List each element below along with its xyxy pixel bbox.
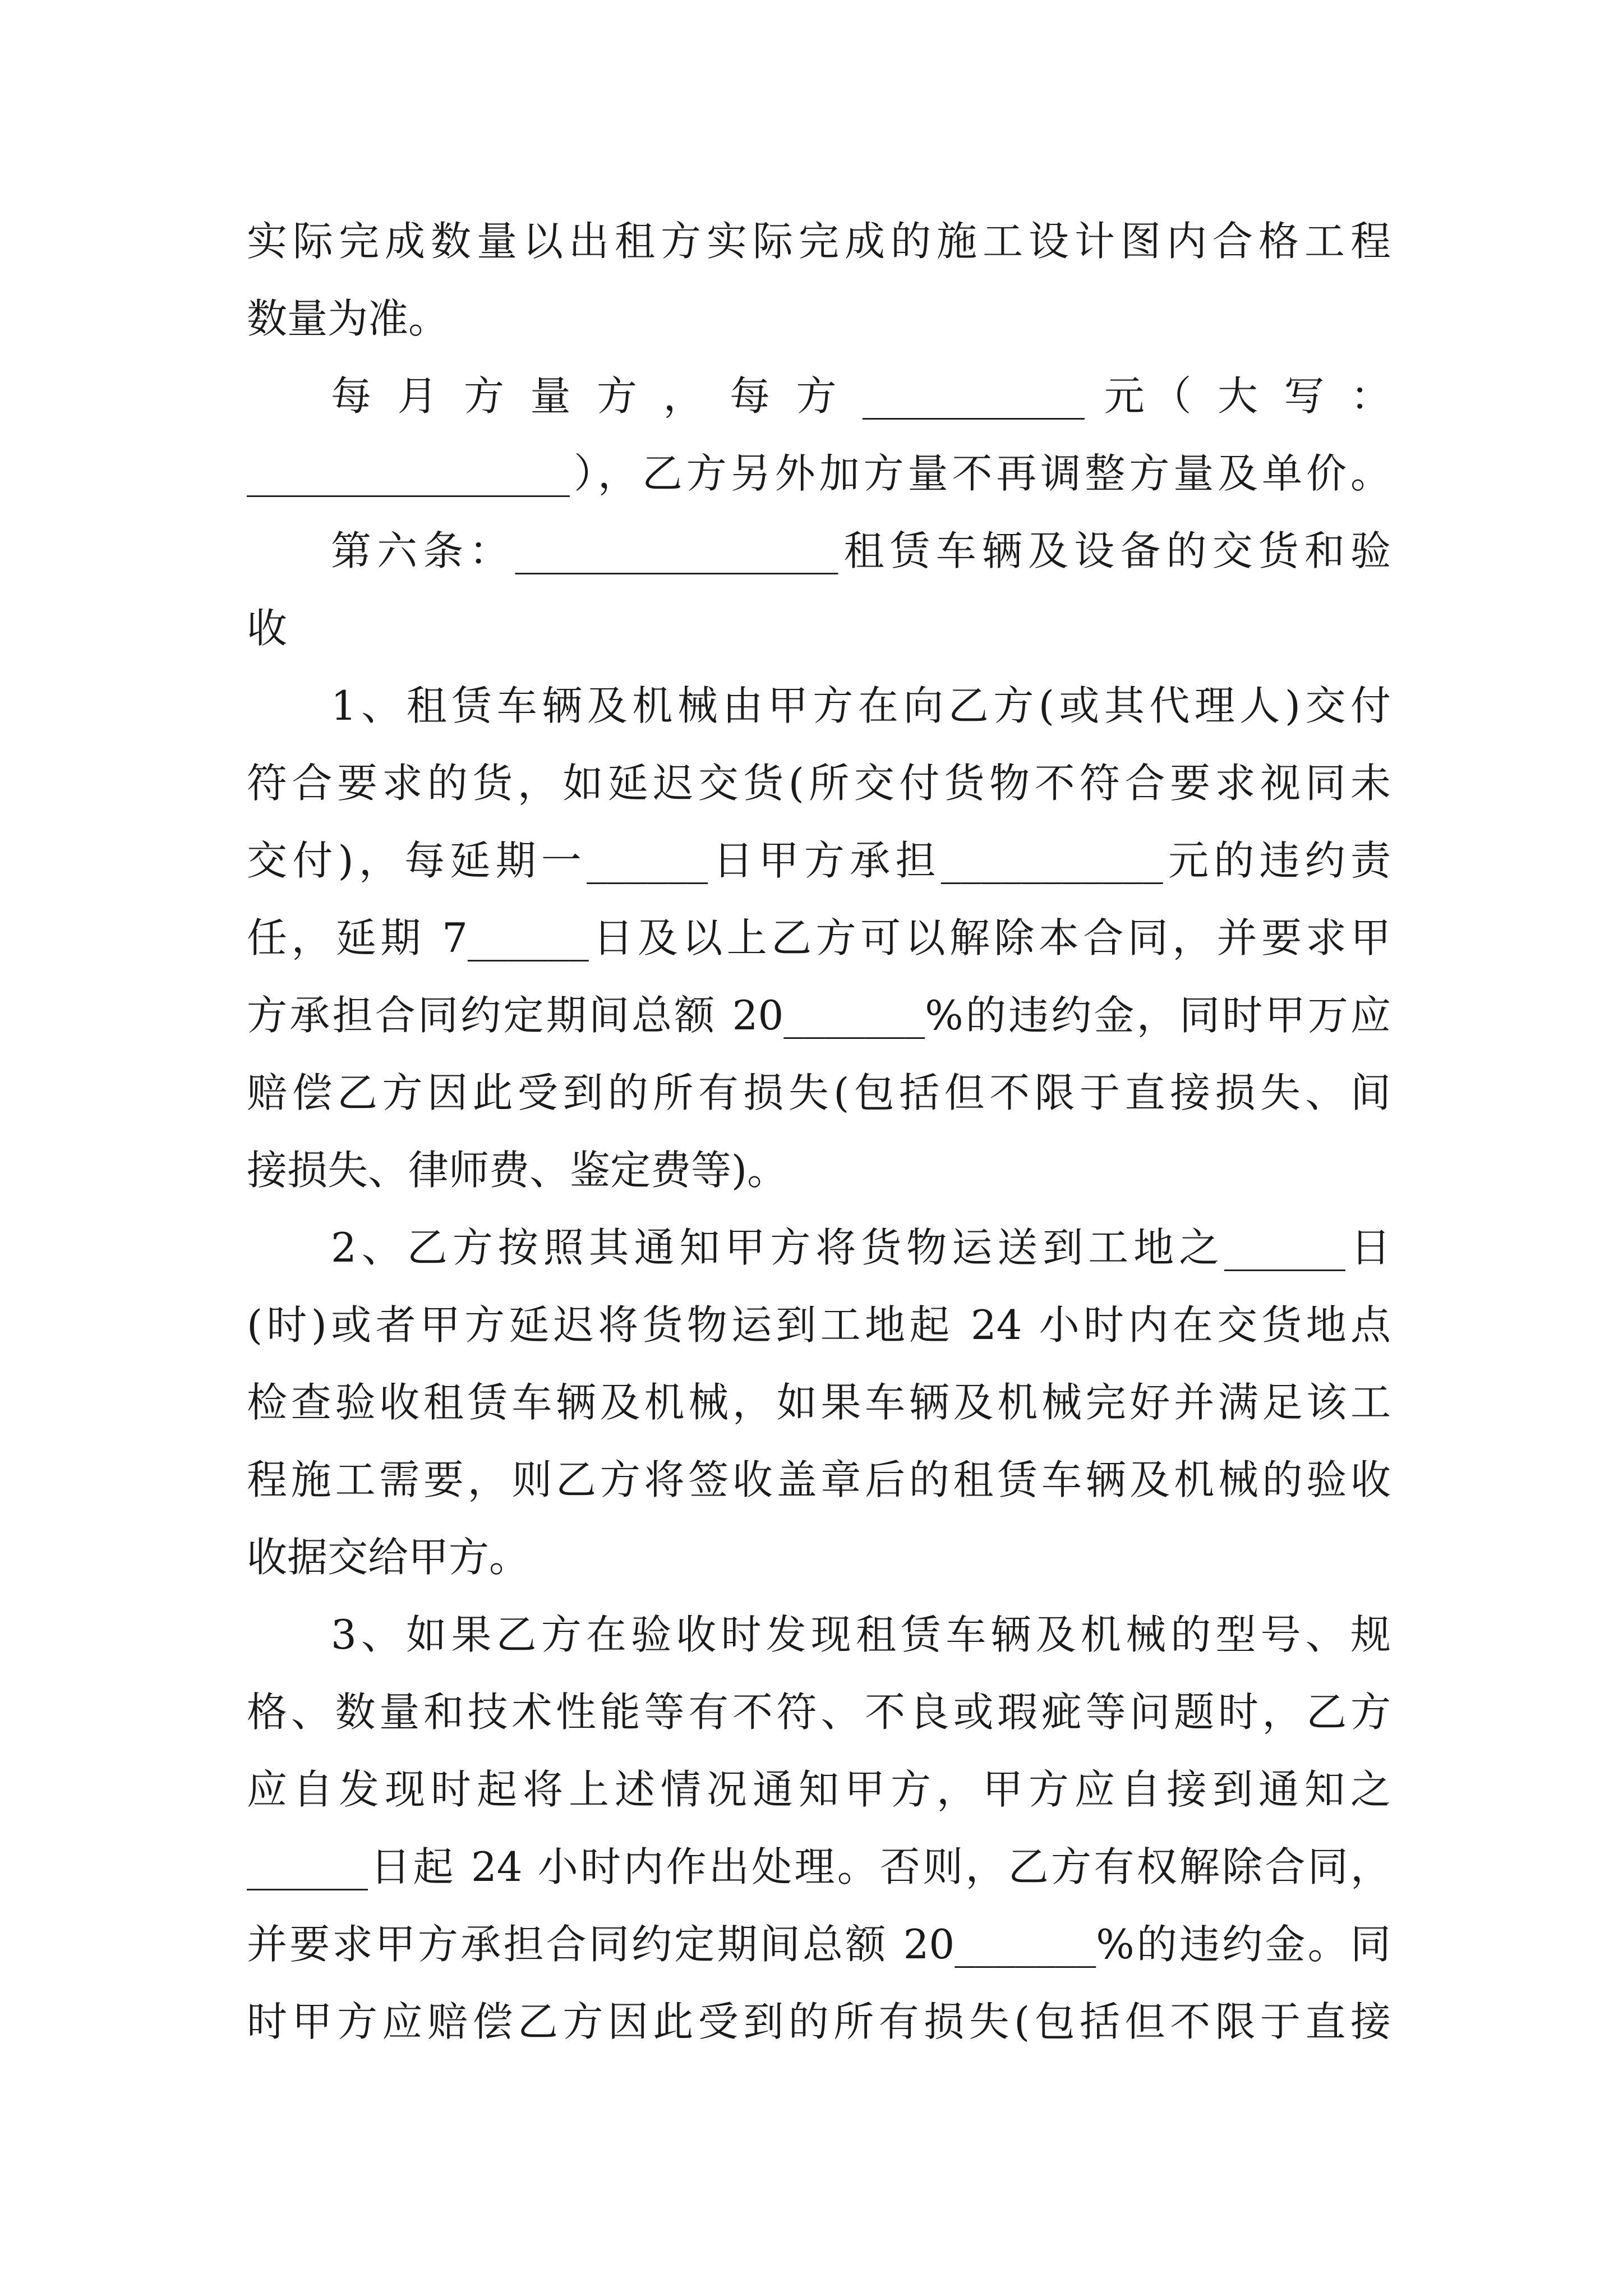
text-line: 第六条：________________租赁车辆及设备的交货和验 — [331, 527, 1391, 574]
text-line: 2、乙方按照其通知甲方将货物运送到工地之______日 — [331, 1224, 1391, 1271]
text-line: 收 — [247, 605, 288, 652]
text-line: 格、数量和技术性能等有不符、不良或瑕疵等问题时，乙方 — [247, 1688, 1391, 1736]
text-line: 数量为准。 — [247, 295, 449, 342]
text-line: 每 月 方 量 方 ， 每 方 ___________ 元（ 大 写 ： — [331, 372, 1391, 420]
text-line: 交付)，每延期一______日甲方承担___________元的违约责 — [247, 837, 1391, 884]
text-line: 符合要求的货，如延迟交货(所交付货物不符合要求视同未 — [247, 760, 1391, 807]
text-line: 实际完成数量以出租方实际完成的施工设计图内合格工程 — [247, 218, 1391, 265]
text-line: 方承担合同约定期间总额 20_______%的违约金，同时甲万应 — [247, 992, 1391, 1039]
text-line: 程施工需要，则乙方将签收盖章后的租赁车辆及机械的验收 — [247, 1456, 1391, 1503]
text-line: 赔偿乙方因此受到的所有损失(包括但不限于直接损失、间 — [247, 1069, 1391, 1116]
text-line: 时甲方应赔偿乙方因此受到的所有损失(包括但不限于直接 — [247, 1998, 1391, 2045]
text-line: ______日起 24 小时内作出处理。否则，乙方有权解除合同， — [247, 1843, 1391, 1890]
text-line: 收据交给甲方。 — [247, 1534, 530, 1581]
text-line: (时)或者甲方延迟将货物运到工地起 24 小时内在交货地点 — [247, 1301, 1391, 1349]
text-line: 1、租赁车辆及机械由甲方在向乙方(或其代理人)交付 — [331, 682, 1391, 729]
text-line: 应自发现时起将上述情况通知甲方，甲方应自接到通知之 — [247, 1766, 1391, 1813]
text-line: 检查验收租赁车辆及机械，如果车辆及机械完好并满足该工 — [247, 1379, 1391, 1426]
text-line: 接损失、律师费、鉴定费等)。 — [247, 1147, 788, 1194]
text-line: 任，延期 7______日及以上乙方可以解除本合同，并要求甲 — [247, 914, 1391, 961]
text-line: 并要求甲方承担合同约定期间总额 20_______%的违约金。同 — [247, 1921, 1391, 1968]
text-line: ________________），乙方另外加方量不再调整方量及单价。 — [247, 450, 1391, 497]
text-line: 3、如果乙方在验收时发现租赁车辆及机械的型号、规 — [331, 1611, 1391, 1658]
